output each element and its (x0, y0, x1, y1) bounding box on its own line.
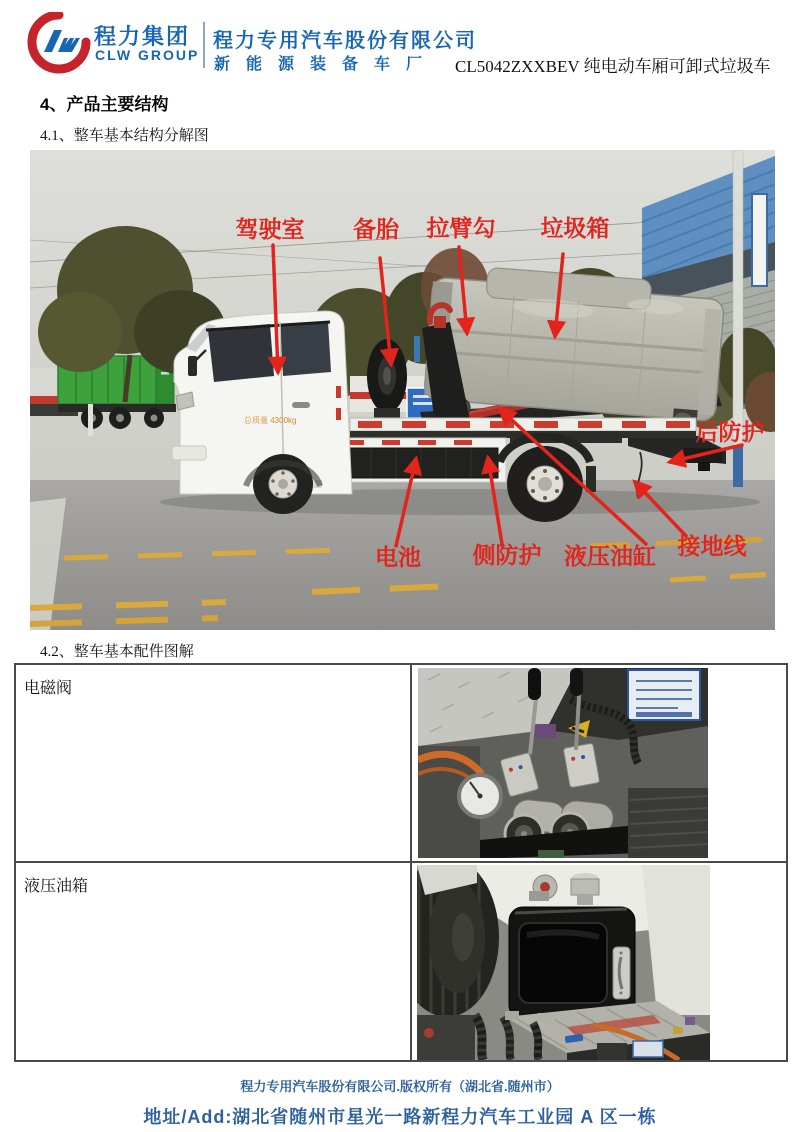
label-garbage-box: 垃圾箱 (540, 215, 610, 241)
label-hydraulic-cylinder: 液压油缸 (564, 543, 656, 569)
light-pole (733, 150, 743, 450)
footer-copyright: 程力专用汽车股份有限公司.版权所有（湖北省.随州市） (240, 1079, 560, 1094)
model-title: CL5042ZXXBEV 纯电动车厢可卸式垃圾车 (455, 57, 771, 76)
solenoid-valve-photo (418, 668, 708, 858)
pole-base (733, 445, 743, 487)
footer-address: 地址/Add:湖北省随州市星光一路新程力汽车工业园 A 区一栋 (143, 1107, 657, 1127)
cab-weight-marking: 总质量 4300kg (244, 416, 297, 425)
table-row-divider (16, 861, 786, 863)
header-divider (203, 22, 205, 68)
vehicle-structure-diagram (30, 150, 775, 630)
subsection-heading-41: 4.1、整车基本结构分解图 (40, 128, 209, 144)
parts-table (14, 663, 788, 1062)
painted-tree-trunk (88, 404, 93, 436)
part-name-hydraulic-tank: 液压油箱 (24, 878, 89, 895)
label-spare-tire: 备胎 (353, 216, 399, 242)
section-heading: 4、产品主要结构 (40, 95, 169, 114)
part-name-solenoid-valve: 电磁阀 (24, 680, 73, 697)
clw-logo-icon (24, 12, 94, 74)
battery-box (338, 438, 506, 482)
pole-sign (752, 194, 767, 286)
label-ground-wire: 接地线 (677, 533, 747, 559)
hydraulic-tank-photo (417, 865, 710, 1060)
logo-group-name: 程力集团 (94, 24, 191, 49)
logo-group-name-en: CLW GROUP (95, 47, 200, 63)
label-cab: 驾驶室 (235, 216, 305, 242)
label-rear-guard: 后防护 (695, 419, 765, 445)
division-name: 新能源装备车厂 (214, 56, 439, 73)
tank-handle-plate (613, 947, 630, 999)
label-battery: 电池 (375, 544, 421, 570)
label-side-guard: 侧防护 (472, 542, 542, 568)
subsection-heading-42: 4.2、整车基本配件图解 (40, 644, 194, 660)
label-hook-arm: 拉臂勾 (426, 215, 496, 241)
company-name: 程力专用汽车股份有限公司 (213, 30, 477, 52)
